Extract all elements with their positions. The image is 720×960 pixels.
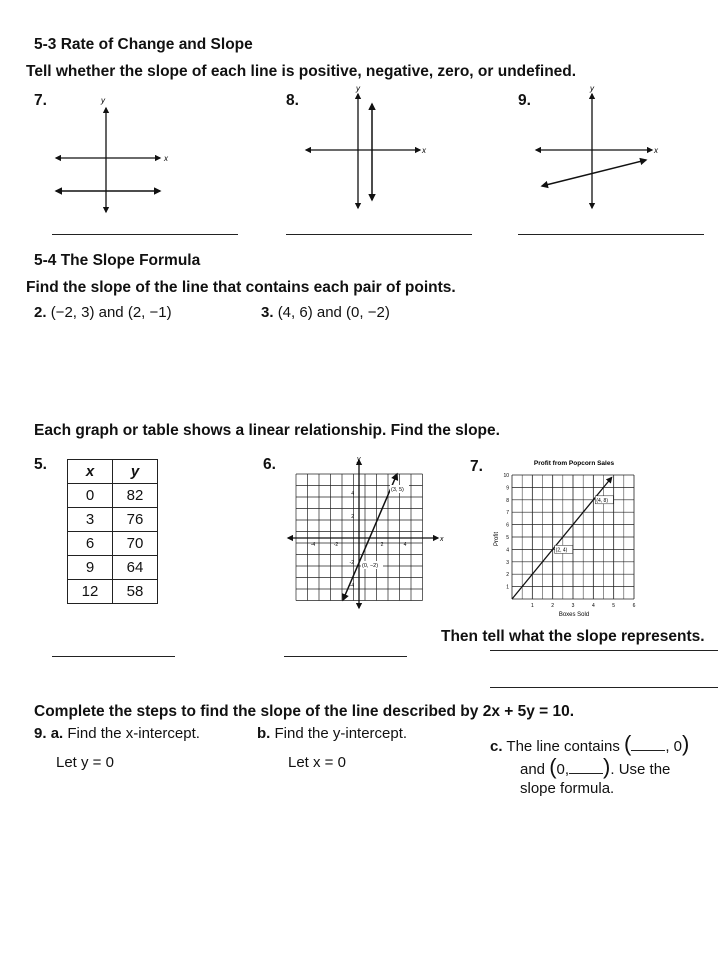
problem-3-number: 3.: [261, 304, 274, 321]
chart-y-tick-label: 5: [506, 535, 509, 541]
step-b-text: Find the y-intercept.: [274, 725, 408, 742]
xy-table: [67, 459, 158, 604]
problem-5-number: 5.: [34, 456, 47, 473]
graph-6-tick-x-4: -4: [310, 542, 316, 548]
chart-y-tick-label: 2: [506, 572, 509, 579]
chart-y-ticks: [503, 473, 509, 591]
chart-grid: [512, 475, 634, 599]
chart-x-tick-label: 6: [632, 603, 636, 609]
graph-9-y-label: y: [590, 84, 594, 93]
graphs-instruction: Each graph or table shows a linear relationship. Find the slope.: [34, 422, 500, 439]
answer-line-7a[interactable]: [490, 650, 718, 651]
step-c-use: . Use the: [610, 761, 671, 778]
table-cell: 12: [68, 580, 113, 604]
chart-y-tick-label: 8: [506, 497, 509, 504]
section-5-4-title: 5-4 The Slope Formula: [34, 252, 201, 269]
table-cell: 6: [68, 532, 113, 556]
chart-y-tick-label: 7: [506, 510, 509, 517]
table-cell: 58: [113, 580, 158, 604]
problem-2: [34, 304, 172, 321]
graph-7-horizontal-line: [50, 94, 175, 219]
step-c-line1: [490, 733, 689, 756]
close-paren: ): [682, 731, 690, 756]
table-cell: 76: [113, 508, 158, 532]
answer-line-8[interactable]: [286, 234, 472, 235]
table-cell: 3: [68, 508, 113, 532]
chart-y-tick-label: 3: [506, 559, 509, 566]
step-a-label: a.: [50, 725, 64, 742]
graph-7-y-label: y: [101, 96, 105, 105]
step-c-and: and: [520, 761, 546, 778]
graph-6-point1-label: (3, 5): [391, 487, 404, 493]
graph-9-x-label: x: [654, 146, 658, 155]
chart-y-axis-label: Profit: [494, 531, 500, 547]
step-a-text: Find the x-intercept.: [67, 725, 200, 742]
answer-line-6[interactable]: [284, 656, 407, 657]
chart-x-tick-label: 4: [591, 603, 595, 609]
section-5-3-instruction: Tell whether the slope of each line is positive, negative, zero, or undefined.: [26, 63, 577, 80]
then-tell-text: Then tell what the slope represents.: [441, 628, 705, 645]
problem-7-graph-number: 7.: [470, 458, 483, 475]
graph-6-y-label: y: [357, 456, 361, 463]
answer-line-7b[interactable]: [490, 687, 718, 688]
table-header-y: y: [113, 460, 158, 484]
table-row: [68, 580, 158, 604]
step-b: [257, 725, 407, 742]
graph-6-tick-y4: 4: [351, 491, 354, 497]
chart-x-tick-label: 2: [551, 603, 555, 609]
graph-9-positive-slope-line: [532, 82, 667, 217]
table-row: [68, 484, 158, 508]
graph-8-vertical-line: [300, 82, 435, 217]
table-row: [68, 556, 158, 580]
table-header-row: [68, 460, 158, 484]
steps-instruction: Complete the steps to find the slope of the line described by 2x + 5y = 10.: [34, 703, 575, 720]
chart-x-tick-label: 3: [571, 603, 575, 609]
problem-2-number: 2.: [34, 304, 47, 321]
step-c: [490, 733, 689, 798]
table-row: [68, 532, 158, 556]
open-paren: (: [549, 754, 557, 779]
chart-point-label: (4, 8): [596, 497, 609, 504]
chart-x-axis-label: Boxes Sold: [558, 612, 590, 618]
table-header-x: x: [68, 460, 113, 484]
graph-6-point2-label: (0, −2): [362, 563, 379, 569]
problem-8-number: 8.: [286, 92, 299, 109]
blank-x-intercept[interactable]: [631, 736, 665, 751]
step-c-text3: slope formula.: [520, 780, 615, 797]
graph-6-coordinate-grid: [284, 454, 444, 612]
chart-point-label: (2, 4): [555, 547, 568, 554]
table-cell: 64: [113, 556, 158, 580]
graph-6-tick-y-4: -4: [349, 583, 354, 589]
graph-6-tick-x2: 2: [380, 542, 384, 548]
problem-3: [261, 304, 390, 321]
chart-title: Profit from Popcorn Sales: [533, 460, 615, 467]
open-paren: (: [624, 731, 632, 756]
graph-7-x-label: x: [164, 154, 168, 163]
chart-y-tick-label: 10: [503, 473, 509, 479]
graph-8-y-label: y: [356, 84, 360, 93]
section-5-4-instruction: Find the slope of the line that contains each pair of points.: [26, 279, 456, 296]
answer-line-9[interactable]: [518, 234, 704, 235]
graph-6-x-label: x: [440, 536, 444, 543]
chart-x-ticks: [531, 603, 636, 609]
chart-y-tick-label: 6: [506, 522, 509, 529]
close-paren: ): [603, 754, 611, 779]
table-row: [68, 508, 158, 532]
step-c-line2: [490, 756, 689, 779]
graph-6-tick-y2: 2: [351, 514, 354, 520]
problem-9-number: 9.: [518, 92, 531, 109]
chart-y-tick-label: 9: [506, 485, 509, 492]
step-a: [34, 725, 200, 742]
step-c-zero: 0,: [556, 761, 570, 778]
graph-8-x-label: x: [422, 146, 426, 155]
step-c-after1: , 0: [665, 738, 683, 755]
blank-y-intercept[interactable]: [569, 759, 603, 774]
chart-y-tick-label: 4: [506, 547, 509, 554]
table-cell: 9: [68, 556, 113, 580]
graph-6-tick-y-2: -2: [349, 560, 354, 566]
problem-7-number: 7.: [34, 92, 47, 109]
table-cell: 82: [113, 484, 158, 508]
table-cell: 70: [113, 532, 158, 556]
table-cell: 0: [68, 484, 113, 508]
chart-x-tick-label: 5: [612, 603, 616, 609]
chart-x-tick-label: 1: [530, 603, 534, 609]
popcorn-chart: [488, 455, 653, 621]
problem-2-text: (−2, 3) and (2, −1): [50, 304, 172, 321]
problem-6-number: 6.: [263, 456, 276, 473]
chart-y-tick-label: 1: [506, 584, 509, 591]
step-b-let: Let x = 0: [288, 754, 346, 771]
section-5-3-title: 5-3 Rate of Change and Slope: [34, 36, 253, 53]
step-a-let: Let y = 0: [56, 754, 114, 771]
answer-line-7[interactable]: [52, 234, 238, 235]
answer-line-5[interactable]: [52, 656, 175, 657]
step-c-label: c.: [490, 738, 503, 755]
graph-6-tick-x-2: -2: [333, 542, 339, 548]
step-c-text1: The line contains: [506, 738, 620, 755]
problem-3-text: (4, 6) and (0, −2): [277, 304, 390, 321]
problem-9-number-steps: 9.: [34, 725, 47, 742]
step-b-label: b.: [257, 725, 271, 742]
graph-6-tick-x4: 4: [403, 542, 407, 548]
